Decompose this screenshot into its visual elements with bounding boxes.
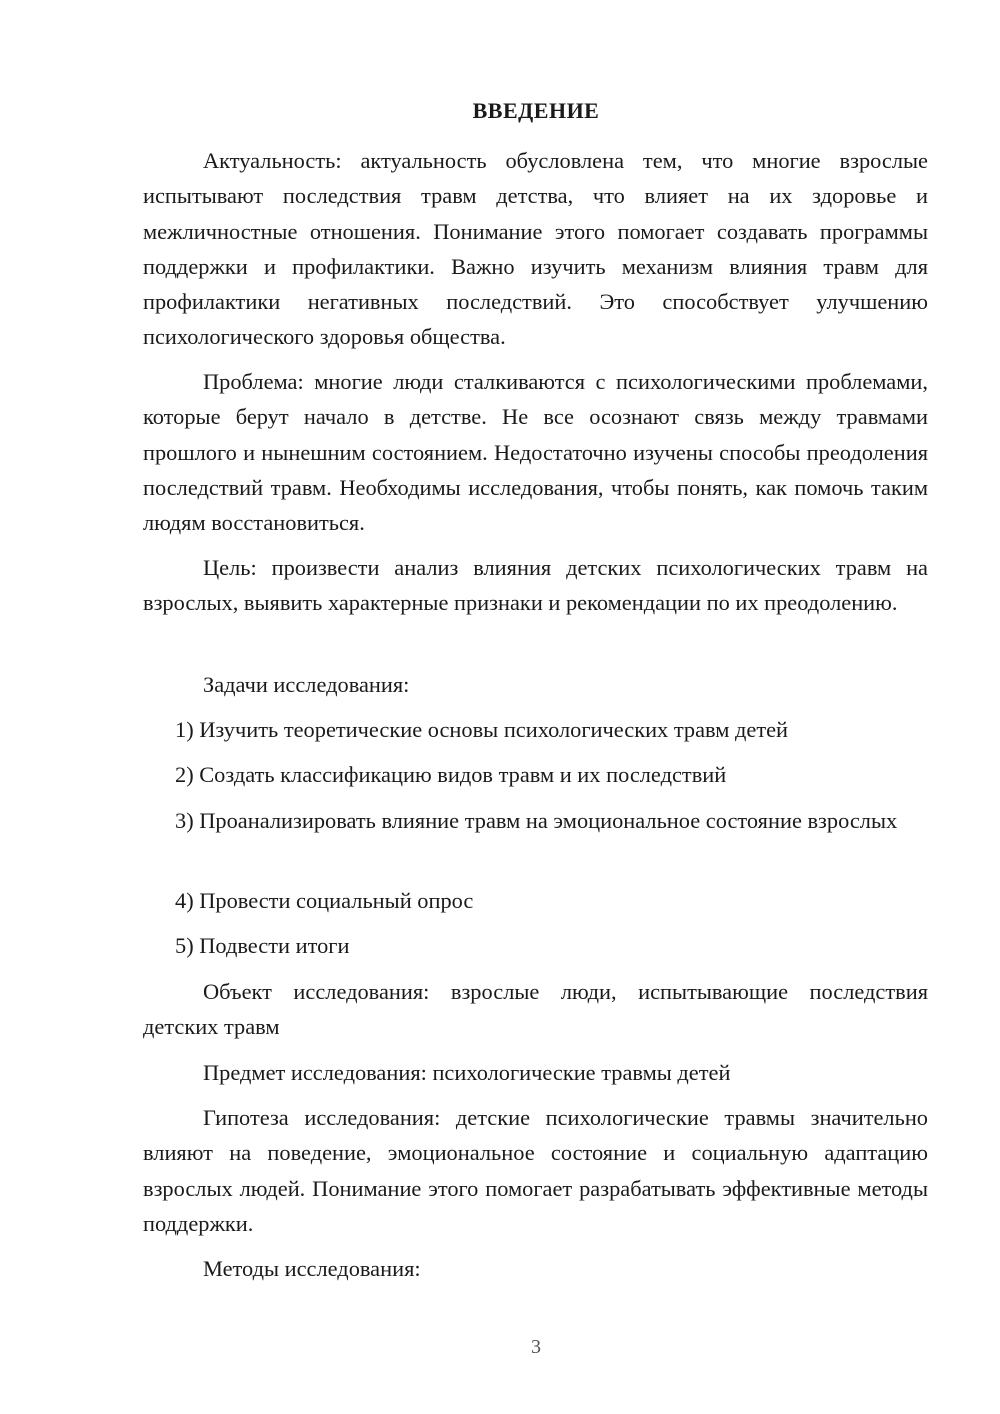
paragraph-hypothesis: Гипотеза исследования: детские психологические травмы значительно влияют на поведение, эмоциональное состояние и социальную адаптацию взрослых людей. Понимание этого помогает разрабатывать эффективные методы поддержки.	[143, 1105, 928, 1236]
section-heading: ВВЕДЕНИЕ	[472, 98, 600, 123]
paragraph-problem: Проблема: многие люди сталкиваются с психологическими проблемами, которые берут начало в детстве. Не все осознают связь между травмами прошлого и нынешним состоянием. Недостаточно изучены способы преодоления последствий травм. Необходимы исследования, чтобы понять, как помочь таким людям восстановиться.	[143, 369, 928, 536]
page-number: 3	[531, 1336, 541, 1358]
task-item-3: 3) Проанализировать влияние травм на эмоциональное состояние взрослых	[175, 808, 898, 833]
task-item-1: 1) Изучить теоретические основы психологических травм детей	[175, 717, 789, 742]
tasks-heading: Задачи исследования:	[203, 672, 410, 697]
task-item-4: 4) Провести социальный опрос	[175, 888, 474, 913]
paragraph-goal: Цель: произвести анализ влияния детских психологических травм на взрослых, выявить характерные признаки и рекомендации по их преодолению.	[143, 555, 928, 616]
paragraph-relevance: Актуальность: актуальность обусловлена тем, что многие взрослые испытывают последствия травм детства, что влияет на их здоровье и межличностные отношения. Понимание этого помогает создавать программы поддержки и профилактики. Важно изучить механизм влияния травм для профилактики негативных последствий. Это способствует улучшению психологического здоровья общества.	[143, 148, 928, 350]
paragraph-subject: Предмет исследования: психологические травмы детей	[203, 1060, 731, 1085]
paragraph-methods: Методы исследования:	[203, 1256, 421, 1281]
task-item-2: 2) Создать классификацию видов травм и их последствий	[175, 762, 727, 787]
task-item-5: 5) Подвести итоги	[175, 933, 350, 958]
paragraph-object: Объект исследования: взрослые люди, испытывающие последствия детских травм	[143, 979, 928, 1040]
